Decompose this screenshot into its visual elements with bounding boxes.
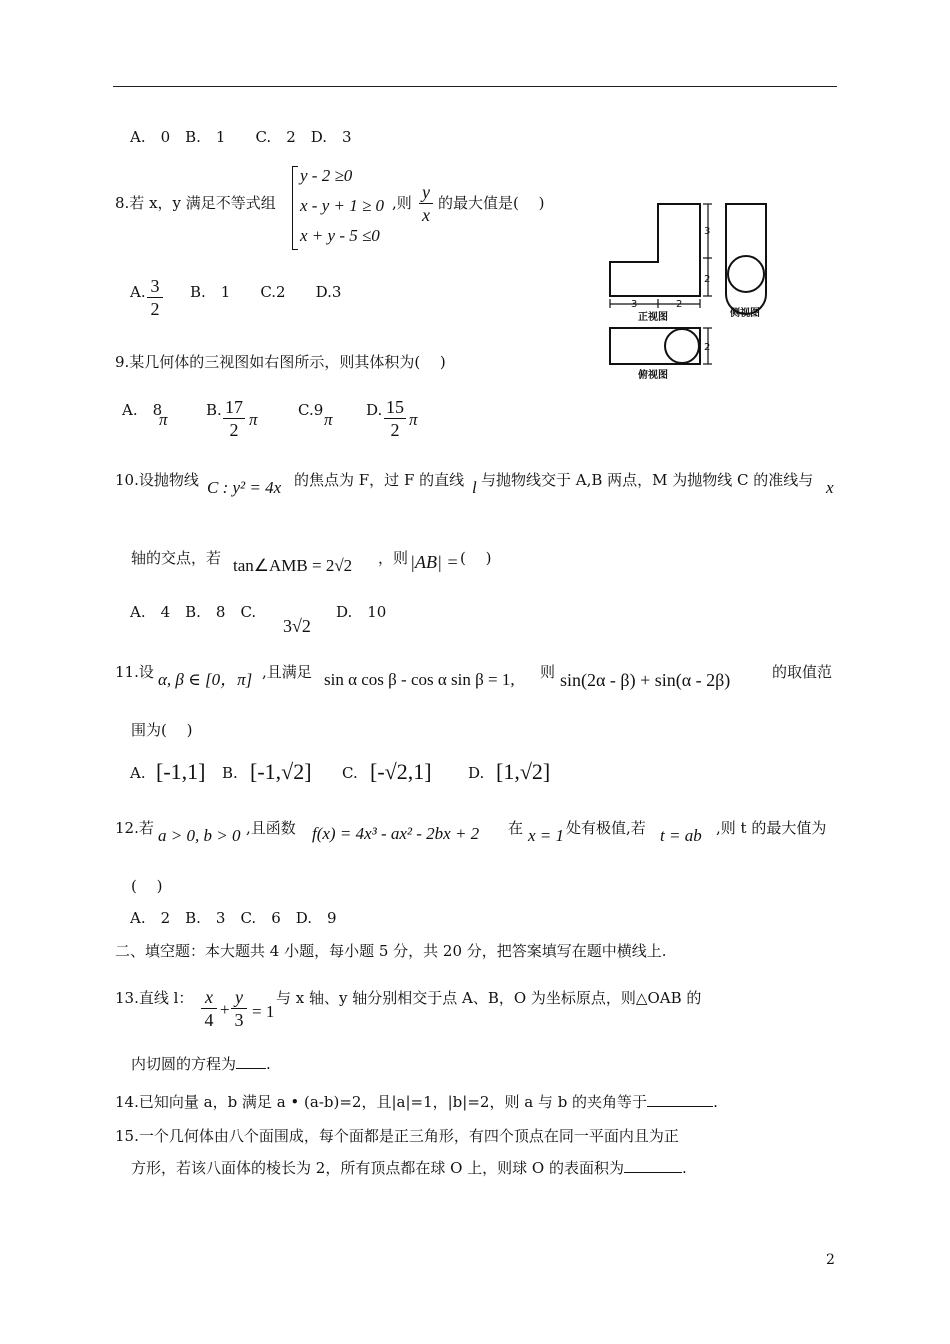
q12-c: 在	[508, 819, 524, 837]
q13-frac-2-den: 3	[234, 1010, 244, 1030]
q9-opt-c-pi: π	[324, 410, 333, 429]
q11-opt-c: [-√2,1]	[370, 759, 432, 784]
q13-answer-blank[interactable]	[236, 1054, 266, 1069]
q9-opt-d-num: 15	[386, 397, 404, 417]
q8-fraction	[418, 181, 434, 226]
q8-suffix: 的最大值是( )	[438, 194, 545, 212]
front-dim-right: 2	[676, 299, 683, 310]
q8-mid: ,则	[392, 194, 412, 212]
q10-option-c-val: 3√2	[283, 616, 311, 636]
q9-opt-d-pi: π	[409, 410, 418, 429]
q10-line2-a: 轴的交点，若	[131, 549, 222, 567]
q11-expr: sin(2α - β) + sin(α - 2β)	[560, 670, 731, 690]
q8-constraint-2: x - y + 1 ≥ 0	[300, 196, 385, 215]
q12-t: t = ab	[660, 826, 702, 845]
q9-opt-b-num: 17	[225, 397, 243, 417]
q12-func: f(x) = 4x³ - ax² - 2bx + 2	[312, 824, 480, 843]
q8-constraint-3: x + y - 5 ≤0	[300, 226, 380, 245]
q10-x: x	[826, 478, 834, 497]
q11-d: 的取值范	[772, 663, 833, 681]
q11-c: 则	[540, 663, 556, 681]
q13-line2-end: .	[266, 1055, 271, 1073]
section-heading: 二、填空题：本大题共 4 小题，每小题 5 分，共 20 分，把答案填写在题中横线上.	[115, 942, 667, 960]
q9-opt-d-den: 2	[390, 420, 400, 440]
q10-line1-b: 的焦点为 F，过 F 的直线	[294, 471, 465, 489]
q15-end: .	[681, 1159, 687, 1177]
top-dim: 2	[704, 342, 711, 353]
front-view-shape	[610, 204, 700, 296]
q13-eq: = 1	[252, 1002, 275, 1021]
q14-text: 14.已知向量 a，b 满足 a • (a-b)=2，且|a|=1，|b|=2，则 a 与 b 的夹角等于	[115, 1093, 648, 1111]
q13-line2-text: 内切圆的方程为	[131, 1055, 237, 1073]
q11-cond: sin α cos β - cos α sin β = 1,	[324, 670, 515, 689]
q10-parabola: C : y² = 4x	[207, 478, 282, 497]
q11-a: 11.设	[115, 663, 154, 681]
front-dim-bottom: 2	[704, 274, 711, 285]
q11-opt-d: [1,√2]	[496, 759, 551, 784]
q8-opt-a-label: A.	[130, 283, 146, 301]
q11-line2: 围为( )	[131, 721, 193, 739]
q9-opt-b-pi: π	[249, 410, 258, 429]
header-rule	[113, 86, 837, 87]
q8-frac-num: y	[422, 182, 430, 202]
q9-opt-d-label: D.	[366, 401, 383, 419]
q12-options: A. 2 B. 3 C. 6 D. 9	[130, 909, 337, 927]
q13-frac-2	[230, 986, 248, 1031]
q11-opt-c-label: C.	[342, 764, 358, 782]
q12-x1: x = 1	[528, 826, 565, 845]
q14-answer-blank[interactable]	[647, 1092, 713, 1107]
q13-frac-1-den: 4	[204, 1010, 214, 1030]
q11-set: α, β ∈ [0，π]	[158, 670, 253, 689]
q8-opt-rest: B. 1 C.2 D.3	[190, 283, 342, 301]
q11-opt-b-label: B.	[222, 764, 238, 782]
q13-line2	[131, 1054, 271, 1074]
q12-a: 12.若	[115, 819, 154, 837]
q9-opt-b-den: 2	[229, 420, 239, 440]
q10-line2-c: ( )	[460, 549, 492, 567]
q9-opt-b-label: B.	[206, 401, 222, 419]
q12-d: 处有极值,若	[566, 819, 646, 837]
q15-line2	[131, 1158, 687, 1178]
q10-line-l: l	[472, 478, 477, 497]
q8-prefix: 8.若 x，y 满足不等式组	[115, 194, 276, 212]
side-view-shape	[726, 204, 766, 314]
q8-system-brace	[292, 166, 298, 250]
q13-frac-2-num: y	[235, 987, 243, 1007]
q15-line1: 15.一个几何体由八个面围成，每个面都是正三角形，有四个顶点在同一平面内且为正	[115, 1127, 679, 1145]
q8-opt-a-num: 3	[150, 276, 160, 296]
q13-a: 13.直线 l：	[115, 989, 194, 1007]
page-number: 2	[826, 1252, 835, 1268]
q12-cond: a > 0, b > 0	[158, 826, 241, 845]
q9-opt-c: C.9	[298, 401, 324, 419]
q15-answer-blank[interactable]	[624, 1158, 682, 1173]
q8-constraint-1: y - 2 ≥0	[300, 166, 353, 185]
q11-opt-a: [-1,1]	[156, 759, 206, 784]
three-view-figure	[598, 196, 788, 382]
q12-line2: ( )	[131, 877, 163, 895]
q13-frac-1	[200, 986, 218, 1031]
top-view-caption: 俯视图	[638, 370, 668, 381]
side-view-caption: 侧视图	[730, 308, 760, 319]
q9-stem: 9.某几何体的三视图如右图所示，则其体积为( )	[115, 353, 446, 371]
q8-opt-a-den: 2	[150, 299, 160, 319]
q10-line1-c: 与抛物线交于 A,B 两点，M 为抛物线 C 的准线与	[481, 471, 814, 489]
q10-option-d: D. 10	[336, 603, 387, 621]
q15-text: 方形，若该八面体的棱长为 2，所有顶点都在球 O 上，则球 O 的表面积为	[131, 1159, 624, 1177]
q13-frac-1-num: x	[205, 987, 213, 1007]
q7-options: A. 0 B. 1 C. 2 D. 3	[130, 128, 352, 146]
side-view-circle	[728, 256, 764, 292]
q9-opt-d-fraction	[383, 396, 407, 441]
front-dim-left: 3	[631, 299, 638, 310]
front-view-caption: 正视图	[638, 312, 668, 323]
q10-line1-a: 10.设抛物线	[115, 471, 199, 489]
q10-tan: tan∠AMB = 2√2	[233, 556, 353, 575]
front-dim-top: 3	[704, 226, 711, 237]
q12-b: ,且函数	[246, 819, 296, 837]
q14-line	[115, 1092, 718, 1112]
q10-ab: |AB| =	[410, 552, 459, 572]
q9-opt-a: A. 8	[122, 401, 163, 419]
q9-opt-b-fraction	[222, 396, 246, 441]
q13-b: 与 x 轴、y 轴分别相交于点 A、B，O 为坐标原点，则△OAB 的	[276, 989, 702, 1007]
q12-e: ,则 t 的最大值为	[716, 819, 827, 837]
top-view-shape	[610, 328, 700, 364]
q11-opt-a-label: A.	[130, 764, 146, 782]
q14-end: .	[713, 1093, 718, 1111]
q11-opt-b: [-1,√2]	[250, 759, 312, 784]
q9-opt-a-pi: π	[159, 410, 168, 429]
q8-opt-a-fraction	[146, 275, 164, 320]
q10-options-ab: A. 4 B. 8 C.	[130, 603, 257, 621]
q8-frac-den: x	[422, 205, 430, 225]
q11-b: ,且满足	[262, 663, 312, 681]
q10-line2-b: ，则	[378, 549, 409, 567]
q13-plus: +	[220, 1000, 230, 1019]
top-view-circle	[665, 329, 699, 363]
q11-opt-d-label: D.	[468, 764, 485, 782]
